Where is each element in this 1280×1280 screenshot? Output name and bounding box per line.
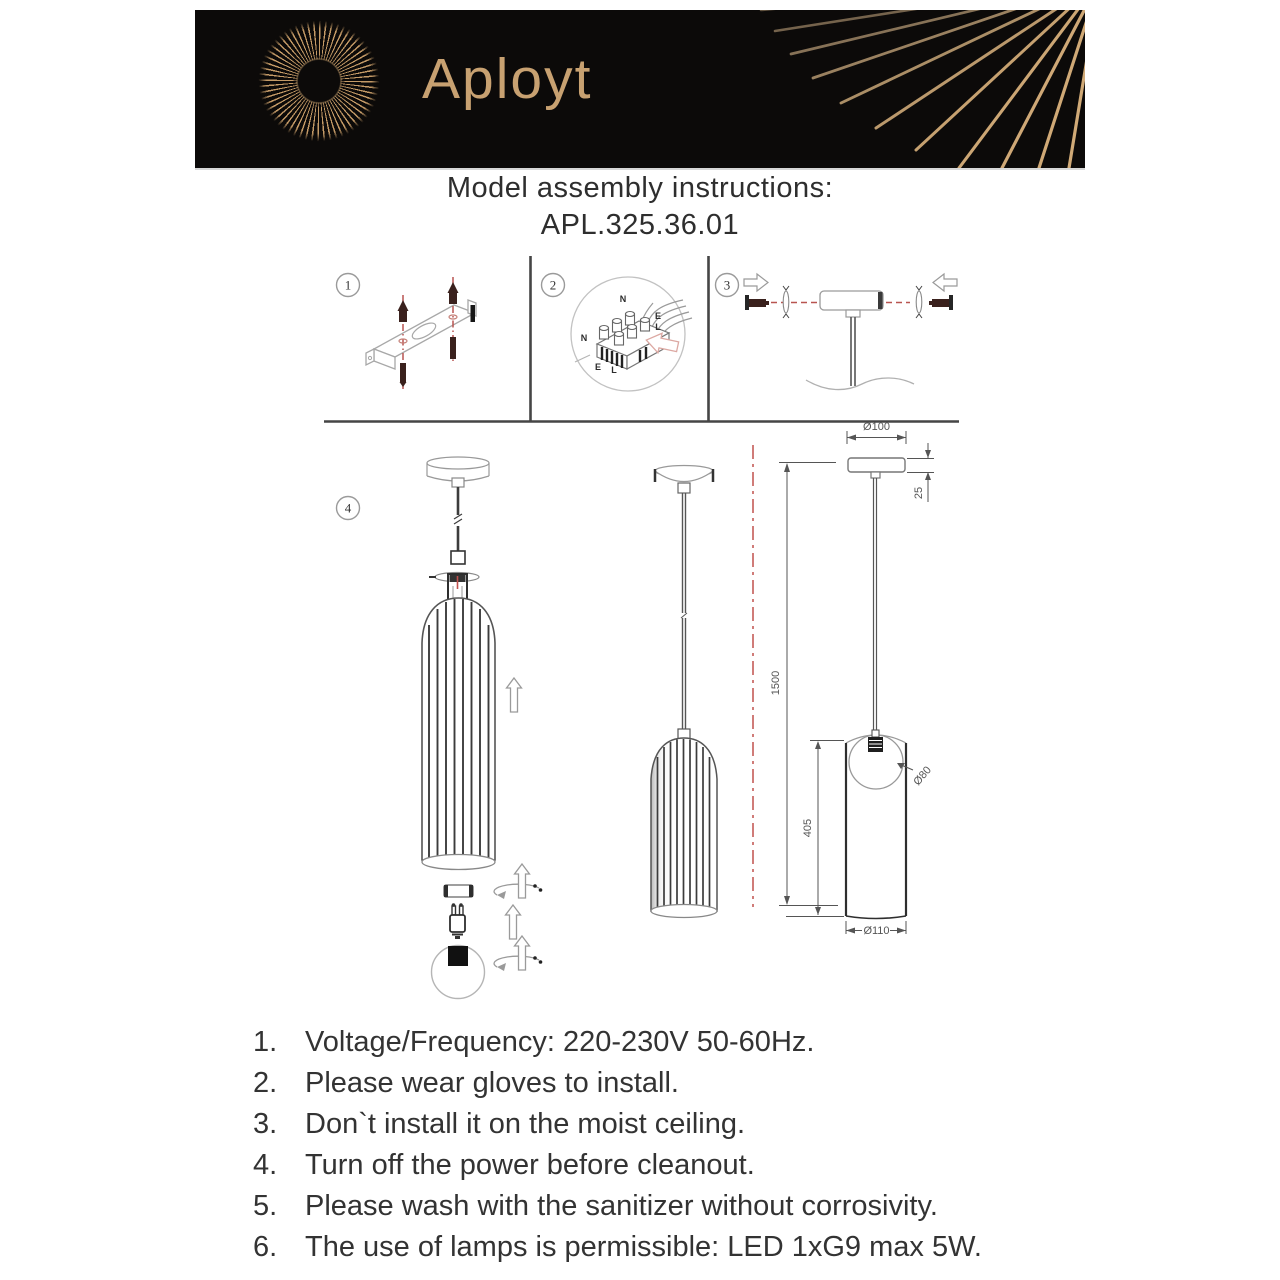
wire-label-e-bottom: E (594, 362, 602, 372)
instruction-text: Please wear gloves to install. (305, 1067, 679, 1099)
wire-label-n-top: N (619, 294, 627, 304)
instruction-number: 3. (253, 1108, 278, 1140)
step-1-number: 1 (344, 277, 352, 293)
instruction-item (253, 1186, 1083, 1227)
instruction-item (253, 1227, 1083, 1268)
step-4-number: 4 (344, 500, 352, 516)
instruction-number: 2. (253, 1067, 278, 1099)
instruction-text: Please wash with the sanitizer without corrosivity. (305, 1190, 938, 1222)
step-3-badge (716, 274, 739, 297)
bracket-diagram (366, 277, 476, 392)
assembled-lamp-drawing (651, 466, 717, 918)
instruction-number: 5. (253, 1190, 278, 1222)
dim-label-suspension-height: 1500 (770, 670, 782, 696)
instruction-number: 1. (253, 1026, 278, 1058)
dim-label-canopy-height: 25 (913, 486, 925, 500)
page-title: Model assembly instructions: (446, 172, 834, 204)
step-1-badge (337, 274, 360, 297)
dim-label-bulb-diameter: Ø80 (911, 764, 934, 788)
dim-label-canopy-diameter: Ø100 (863, 421, 890, 433)
instruction-item (253, 1022, 1083, 1063)
dimension-drawing (786, 421, 934, 937)
instruction-item (253, 1145, 1083, 1186)
instruction-item (253, 1063, 1083, 1104)
step-2-number: 2 (549, 277, 557, 293)
instruction-number: 6. (253, 1231, 278, 1263)
instruction-text: Voltage/Frequency: 220-230V 50-60Hz. (305, 1026, 815, 1058)
wiring-diagram (571, 277, 692, 391)
instruction-number: 4. (253, 1149, 278, 1181)
step-3-number: 3 (723, 277, 731, 293)
instruction-text: The use of lamps is permissible: LED 1xG9 max 5W. (305, 1231, 982, 1263)
wire-label-l-bottom: L (611, 365, 617, 375)
instruction-text: Don`t install it on the moist ceiling. (305, 1108, 746, 1140)
exploded-view-diagram (422, 457, 542, 999)
brand-name: Aployt (422, 47, 593, 111)
instruction-text: Turn off the power before cleanout. (305, 1149, 755, 1181)
dim-overall-height (770, 463, 838, 906)
wire-label-e-right: E (654, 311, 662, 321)
step-4-badge (337, 497, 360, 520)
canopy-mount-diagram (744, 274, 957, 390)
dim-label-shade-height: 405 (802, 818, 814, 838)
wire-label-l-right: L (655, 322, 661, 332)
instruction-item (253, 1104, 1083, 1145)
instruction-list (253, 1022, 1083, 1268)
wire-label-n-left: N (580, 333, 588, 343)
dim-label-shade-diameter: Ø110 (863, 925, 890, 937)
model-number: APL.325.36.01 (540, 209, 740, 241)
step-2-badge (542, 274, 565, 297)
